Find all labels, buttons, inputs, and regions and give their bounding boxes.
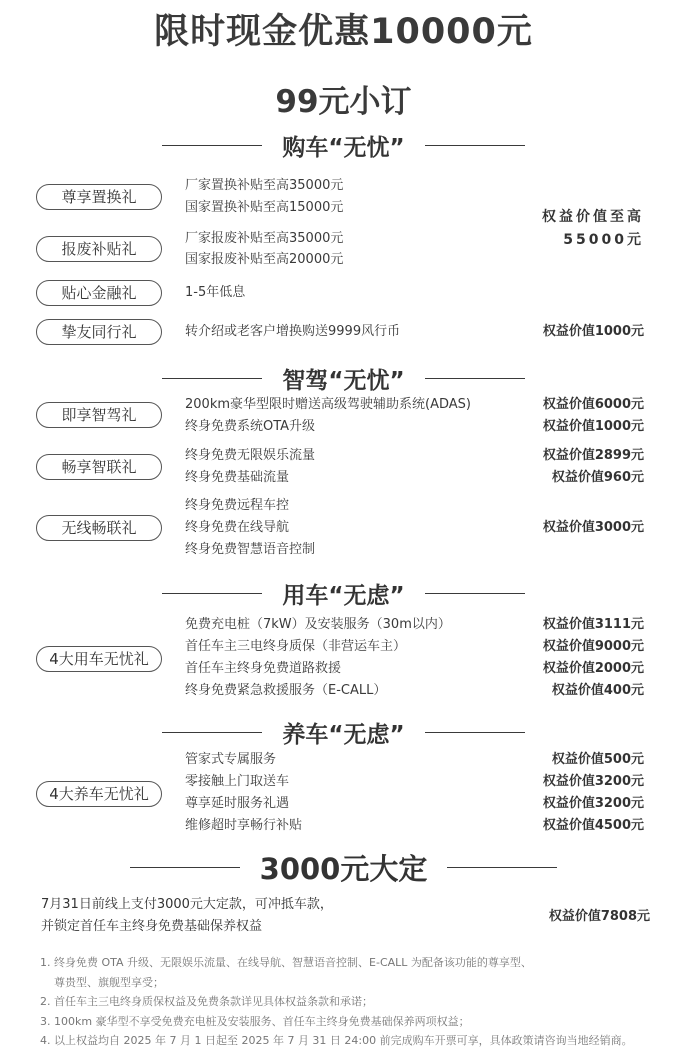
section-header-drive	[0, 363, 687, 393]
divider-line	[425, 145, 525, 146]
benefit-value: 权益价值3000元	[542, 520, 644, 535]
benefit-value: 权益价值2000元	[542, 661, 644, 676]
benefit-line: 转介绍或老客户增换购送9999风行币	[185, 324, 401, 339]
footnote: 3. 100km 豪华型不享受免费充电桩及安装服务、首任车主终身免费基础保养两项权益；	[40, 1014, 470, 1028]
tag-use: 4大用车无忧礼	[36, 646, 162, 672]
benefit-value: 权益价值7808元	[548, 909, 650, 924]
benefit-line: 终身免费基础流量	[185, 470, 290, 485]
deposit-line: 7月31日前线上支付3000元大定款，可冲抵车款，	[41, 897, 333, 912]
benefit-line: 首任车主终身免费道路救援	[185, 661, 342, 676]
benefit-line: 终身免费无限娱乐流量	[185, 448, 316, 463]
tag-connect: 畅享智联礼	[36, 454, 162, 480]
benefit-value: 权益价值9000元	[542, 639, 644, 654]
footnote: 1. 终身免费 OTA 升级、无限娱乐流量、在线导航、智慧语音控制、E-CALL 为配备该功能的尊享型、	[40, 956, 532, 969]
benefit-line: 免费充电桩（7kW）及安装服务（30m以内）	[185, 617, 451, 632]
divider-line	[162, 378, 262, 379]
divider-line	[447, 867, 557, 868]
section-title-maintain: 养车“无虑”	[282, 721, 405, 748]
benefit-line: 终身免费系统OTA升级	[185, 419, 316, 434]
section-title-use: 用车“无虑”	[282, 582, 405, 609]
benefit-line: 首任车主三电终身质保（非营运车主）	[185, 639, 407, 654]
tag-wireless: 无线畅联礼	[36, 515, 162, 541]
benefit-line: 零接触上门取送车	[185, 774, 290, 789]
section-title-drive: 智驾“无忧”	[282, 367, 405, 394]
benefit-value: 权益价值至高	[542, 209, 644, 225]
benefit-line: 管家式专属服务	[185, 752, 277, 767]
benefit-line: 终身免费远程车控	[185, 498, 290, 513]
benefit-line: 维修超时享畅行补贴	[185, 818, 303, 833]
benefit-value: 权益价值1000元	[542, 419, 644, 434]
section-title-deposit: 3000元大定	[259, 851, 428, 886]
tag-trade-in: 尊享置换礼	[36, 184, 162, 210]
footnotes	[40, 953, 633, 1051]
footnote: 尊贵型、旗舰型享受；	[54, 975, 164, 989]
tag-scrap: 报废补贴礼	[36, 236, 162, 262]
benefit-line: 200km豪华型限时赠送高级驾驶辅助系统(ADAS)	[185, 397, 471, 412]
section-title-purchase: 购车“无忧”	[282, 134, 405, 161]
benefit-line: 终身免费紧急救援服务（E-CALL）	[185, 683, 387, 698]
page-subtitle: 99元小订	[275, 84, 412, 120]
section-header-use	[0, 578, 687, 608]
benefit-value: 权益价值6000元	[542, 397, 644, 412]
section-header-purchase	[0, 130, 687, 160]
benefit-line: 终身免费智慧语音控制	[185, 542, 316, 557]
benefit-value: 权益价值4500元	[542, 818, 644, 833]
footnote: 4. 以上权益均自 2025 年 7 月 1 日起至 2025 年 7 月 31 日 24:00 前完成购车开票可享，具体政策请咨询当地经销商。	[40, 1034, 633, 1047]
benefit-value: 权益价值500元	[551, 752, 644, 767]
benefit-value: 55000元	[563, 232, 644, 248]
benefit-line: 尊享延时服务礼遇	[185, 796, 290, 811]
page-title: 限时现金优惠10000元	[154, 12, 533, 52]
benefit-value: 权益价值2899元	[542, 448, 644, 463]
divider-line	[162, 732, 262, 733]
divider-line	[425, 593, 525, 594]
tag-friend: 挚友同行礼	[36, 319, 162, 345]
divider-line	[425, 378, 525, 379]
benefit-value: 权益价值3200元	[542, 774, 644, 789]
benefit-value: 权益价值960元	[551, 470, 644, 485]
divider-line	[162, 145, 262, 146]
benefit-value: 权益价值3200元	[542, 796, 644, 811]
benefit-line: 厂家置换补贴至高35000元	[185, 178, 344, 193]
section-header-maintain	[0, 717, 687, 747]
benefit-line: 国家报废补贴至高20000元	[185, 252, 344, 267]
benefit-line: 国家置换补贴至高15000元	[185, 200, 344, 215]
benefit-value: 权益价值1000元	[542, 324, 644, 339]
divider-line	[425, 732, 525, 733]
benefit-line: 厂家报废补贴至高35000元	[185, 231, 344, 246]
deposit-description	[41, 894, 333, 938]
benefit-line: 1-5年低息	[185, 285, 246, 300]
divider-line	[130, 867, 240, 868]
tag-finance: 贴心金融礼	[36, 280, 162, 306]
tag-smart-drive: 即享智驾礼	[36, 402, 162, 428]
deposit-line: 并锁定首任车主终身免费基础保养权益	[41, 919, 263, 934]
benefit-value: 权益价值400元	[551, 683, 644, 698]
footnote: 2. 首任车主三电终身质保权益及免费条款详见具体权益条款和承诺；	[40, 995, 373, 1008]
divider-line	[162, 593, 262, 594]
section-header-deposit	[0, 848, 687, 886]
benefit-line: 终身免费在线导航	[185, 520, 290, 535]
benefit-value: 权益价值3111元	[542, 617, 644, 632]
tag-maintain: 4大养车无忧礼	[36, 781, 162, 807]
